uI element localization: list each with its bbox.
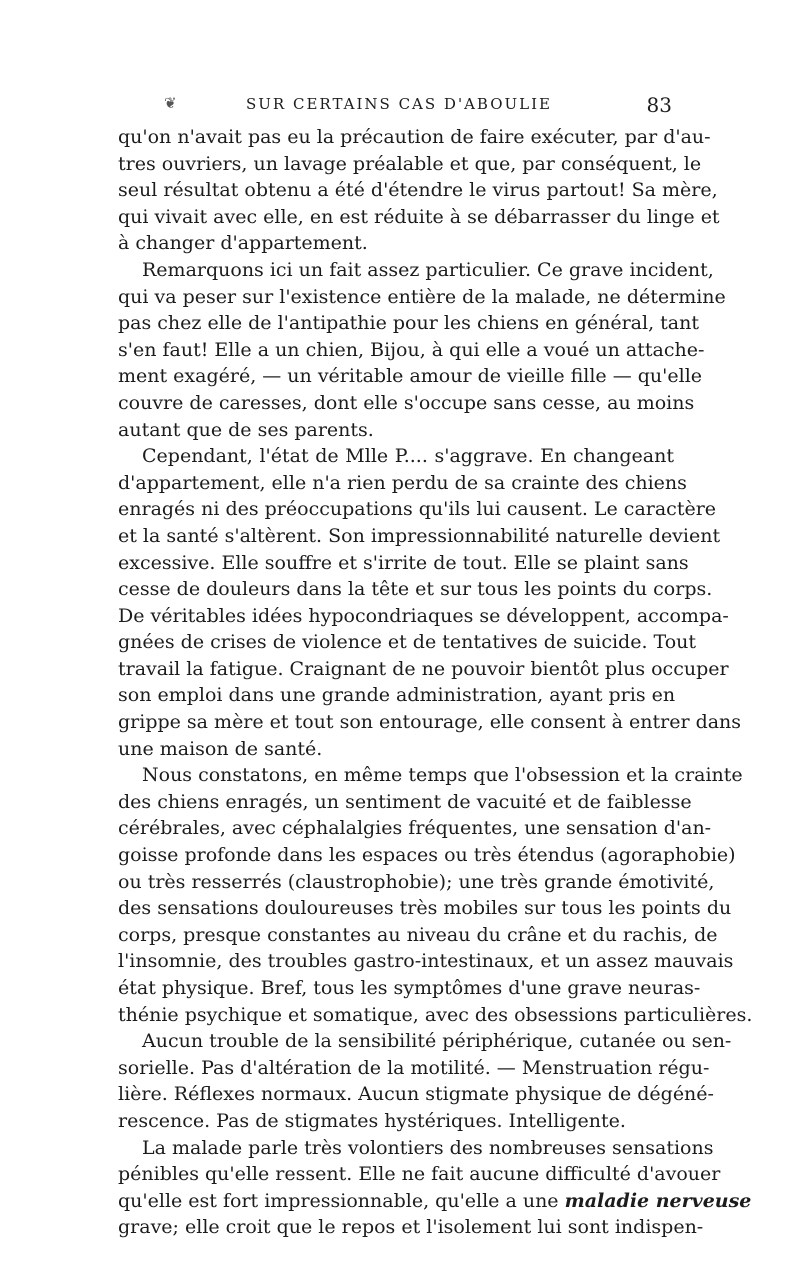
page-number: 83 [646,93,672,117]
text-line: à changer d'appartement. [118,232,368,255]
text-line: pénibles qu'elle ressent. Elle ne fait aucune difficulté d'avouer [118,1163,721,1186]
text-line: couvre de caresses, dont elle s'occupe sans cesse, au moins [118,391,695,414]
text-line: d'appartement, elle n'a rien perdu de sa crainte des chiens [118,471,687,494]
emphasis-text: maladie nerveuse [564,1189,752,1212]
text-line: une maison de santé. [118,737,323,760]
text-line: excessive. Elle souffre et s'irrite de tout. Elle se plaint sans [118,551,689,574]
text-line: Remarquons ici un fait assez particulier. Ce grave incident, [142,258,714,281]
ornament-mark: ❦ [164,94,177,112]
text-line: grippe sa mère et tout son entourage, elle consent à entrer dans [118,711,742,734]
text-line: et la santé s'altèrent. Son impressionnabilité naturelle devient [118,524,721,547]
text-line-start: qu'elle est fort impressionnable, qu'elle a une [118,1189,565,1212]
body-text [118,124,753,1241]
text-line: l'insomnie, des troubles gastro-intestinaux, et un assez mauvais [118,950,734,973]
text-line: qui va peser sur l'existence entière de la malade, ne détermine [118,285,726,308]
text-line: état physique. Bref, tous les symptômes d'une grave neuras- [118,977,701,999]
running-header [118,94,672,120]
text-line: seul résultat obtenu a été d'étendre le virus partout! Sa mère, [118,179,718,202]
text-line: ou très resserrés (claustrophobie); une très grande émotivité, [118,870,715,893]
text-line: corps, presque constantes au niveau du crâne et du rachis, de [118,923,718,946]
text-line [118,1188,752,1215]
running-title: SUR CERTAINS CAS D'ABOULIE [246,95,552,113]
text-line: tres ouvriers, un lavage préalable et que, par conséquent, le [118,152,702,175]
text-line: pas chez elle de l'antipathie pour les chiens en général, tant [118,312,699,335]
text-line: ment exagéré, — un véritable amour de vieille fille — qu'elle [118,365,703,388]
text-line: De véritables idées hypocondriaques se développent, accompa- [118,604,729,627]
text-line: lière. Réflexes normaux. Aucun stigmate physique de dégéné- [118,1083,714,1106]
text-line: Nous constatons, en même temps que l'obsession et la crainte [142,764,743,787]
text-line: enragés ni des préoccupations qu'ils lui causent. Le caractère [118,498,717,521]
text-line: La malade parle très volontiers des nombreuses sensations [142,1136,714,1159]
text-line: des chiens enragés, un sentiment de vacuité et de faiblesse [118,790,692,813]
text-line: goisse profonde dans les espaces ou très étendus (agoraphobie) [118,844,736,867]
text-line: travail la fatigue. Craignant de ne pouvoir bientôt plus occuper [118,657,729,680]
text-line: Cependant, l'état de Mlle P.... s'aggrave. En changeant [142,445,674,468]
text-line: cérébrales, avec céphalalgies fréquentes, une sensation d'an- [118,817,712,840]
text-line: qu'on n'avait pas eu la précaution de faire exécuter, par d'au- [118,126,711,148]
text-line: sorielle. Pas d'altération de la motilité. — Menstruation régu- [118,1056,710,1079]
text-line: s'en faut! Elle a un chien, Bijou, à qui elle a voué un attache- [118,338,705,361]
text-line: thénie psychique et somatique, avec des obsessions particulières. [118,1003,753,1026]
text-line: rescence. Pas de stigmates hystériques. Intelligente. [118,1109,626,1132]
text-line: autant que de ses parents. [118,418,374,441]
text-line: gnées de crises de violence et de tentatives de suicide. Tout [118,631,697,654]
text-line: grave; elle croit que le repos et l'isolement lui sont indispen- [118,1216,704,1239]
text-line: qui vivait avec elle, en est réduite à se débarrasser du linge et [118,205,720,228]
text-line: cesse de douleurs dans la tête et sur tous les points du corps. [118,578,713,601]
text-line: son emploi dans une grande administration, ayant pris en [118,684,676,707]
text-line: des sensations douloureuses très mobiles sur tous les points du [118,897,732,920]
text-line: Aucun trouble de la sensibilité périphérique, cutanée ou sen- [142,1030,732,1053]
